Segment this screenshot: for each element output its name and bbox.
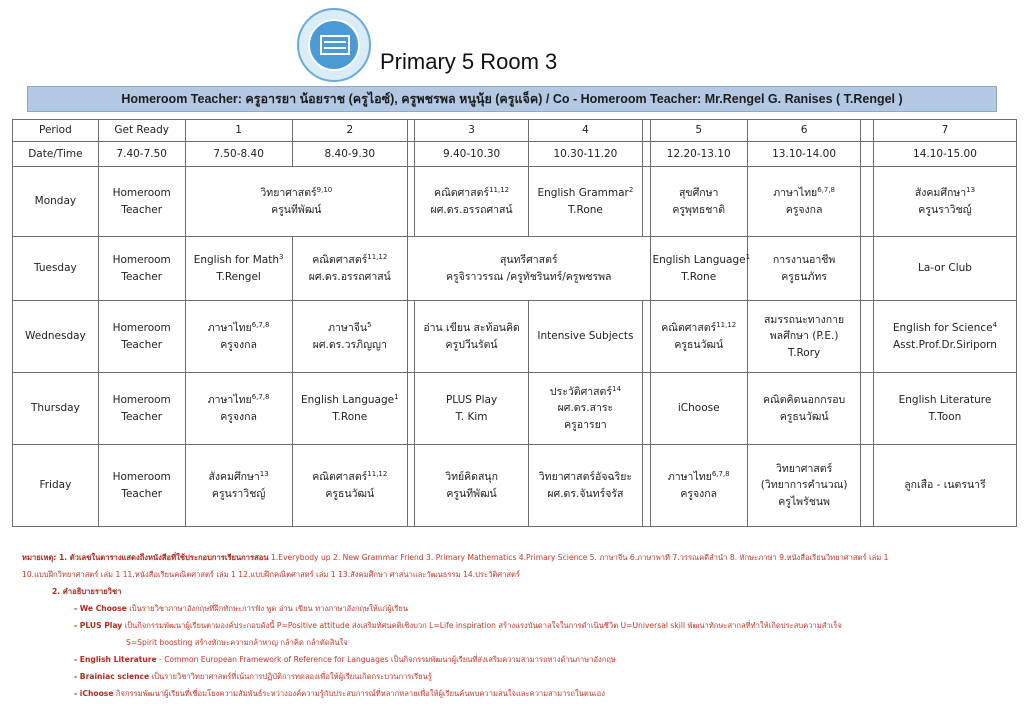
time-5: 12.20-13.10 [650,142,747,167]
schedule-row-wednesday [13,301,1017,373]
class-cell: Intensive Subjects [528,301,642,373]
class-cell: iChoose [650,373,747,445]
lunch-gap [643,142,650,167]
class-cell: ลูกเสือ - เนตรนารี [873,445,1016,527]
day-label: Tuesday [13,237,99,301]
schedule-row-tuesday [13,237,1017,301]
class-cell: English Literature T.Toon [873,373,1016,445]
note-english-literature: - English Literature - Common European Framework of Reference for Languages เป็นกิจกรรมพัฒนาผู้เรียนที่ส่งเสริมความสามารถทางด้านภาษาอังกฤษ [74,655,616,664]
break-gap [408,142,415,167]
notes-desc-heading: 2. คำอธิบายรายวิชา [52,587,122,596]
day-label: Friday [13,445,99,527]
time-1: 7.50-8.40 [185,142,292,167]
day-label: Wednesday [13,301,99,373]
time-4: 10.30-11.20 [528,142,642,167]
homeroom-cell: Homeroom Teacher [98,237,185,301]
homeroom-cell: Homeroom Teacher [98,167,185,237]
period-7: 7 [873,120,1016,142]
class-cell: สังคมศึกษา$^{13}$ ครูนราวิชญ์ [873,167,1016,237]
day-label: Thursday [13,373,99,445]
note-plus-play-cont: S=Spirit boosting สร้างทักษะความกล้าหาญ กล้าคิด กล้าตัดสินใจ [126,638,348,647]
period-get-ready: Get Ready [98,120,185,142]
time-header-row [13,142,1017,167]
school-logo [297,8,371,82]
page-title: Primary 5 Room 3 [380,49,558,74]
class-cell: ภาษาไทย$^{6,7,8}$ ครูจงกล [185,373,292,445]
time-7: 14.10-15.00 [873,142,1016,167]
class-cell: English Language$^1$ T.Rone [292,373,407,445]
class-cell: วิทยาศาสตร์อัจฉริยะ ผศ.ดร.จันทร์จรัส [528,445,642,527]
period-header-row [13,120,1017,142]
notes-books-line-1: หมายเหตุ: 1. ตัวเลขในตารางแสดงถึงหนังสือที่ใช้ประกอบการเรียนการสอน 1.Everybody up 2. New Grammar Friend 3. Primary Mathematics 4.Primary Science 5. ภาษาจีน 6.ภาษาพาที 7.วรรณคดีลำนำ 8. ทักษะภาษา 9.หนังสือเรียนวิทยาศาสตร์ เล่ม 1 [22,553,889,562]
class-cell: English Grammar$^2$ T.Rone [528,167,642,237]
time-3: 9.40-10.30 [415,142,528,167]
note-brainiac-science: - Brainiac science เป็นรายวิชาวิทยาศาสตร์ที่เน้นการปฏิบัติการทดลองเพื่อให้ผู้เรียนเกิดกระบวนการเรียนรู้ [74,672,432,681]
period-6: 6 [747,120,860,142]
homeroom-cell: Homeroom Teacher [98,373,185,445]
class-cell: คณิตศาสตร์$^{11,12}$ ผศ.ดร.อรรถศาสน์ [292,237,407,301]
note-we-choose: - We Choose เป็นรายวิชาภาษาอังกฤษที่ฝึกทักษะการฟัง พูด อ่าน เขียน ทางภาษาอังกฤษให้แก่ผู้เรียน [74,604,409,613]
class-cell: English for Science$^4$ Asst.Prof.Dr.Siriporn [873,301,1016,373]
time-2: 8.40-9.30 [292,142,407,167]
period-2: 2 [292,120,407,142]
break-gap [861,120,874,142]
class-cell: คณิตคิดนอกกรอบ ครูธนวัฒน์ [747,373,860,445]
class-cell: PLUS Play T. Kim [415,373,528,445]
break-gap [861,142,874,167]
class-cell: คณิตศาสตร์$^{11,12}$ ครูธนวัฒน์ [650,301,747,373]
class-cell: English for Math$^3$ T.Rengel [185,237,292,301]
class-cell: สุนทรีศาสตร์ ครูจิราวรรณ /ครูทัชรินทร์/ครูพชรพล [408,237,651,301]
class-cell: สังคมศึกษา$^{13}$ ครูนราวิชญ์ [185,445,292,527]
period-label: Period [13,120,99,142]
class-cell: สุขศึกษา ครูพุทธชาติ [650,167,747,237]
class-cell: วิทย์คิดสนุก ครูนทีพัฒน์ [415,445,528,527]
day-label: Monday [13,167,99,237]
period-5: 5 [650,120,747,142]
class-cell: วิทยาศาสตร์$^{9,10}$ ครูนทีพัฒน์ [185,167,407,237]
class-schedule-table [12,119,1017,527]
class-cell: ภาษาจีน$^5$ ผศ.ดร.วรภิญญา [292,301,407,373]
homeroom-banner: Homeroom Teacher: ครูอารยา น้อยราช (ครูไอซ์), ครูพชรพล หนูนุ้ย (ครูแจ็ค) / Co - Homeroom Teacher: Mr.Rengel G. Ranises ( T.Rengel ) [27,86,997,112]
note-plus-play: - PLUS Play เป็นกิจกรรมพัฒนาผู้เรียนตามองค์ประกอบดังนี้ P=Positive attitude ส่งเสริมทัศนคติเชิงบวก L=Life inspiration สร้างแรงบันดาลใจในการดำเนินชีวิต U=Universal skill พัฒนาทักษะสากลที่ทำให้เกิดประสบความสำเร็จ [74,621,842,630]
class-cell: La-or Club [873,237,1016,301]
class-cell: คณิตศาสตร์$^{11,12}$ ผศ.ดร.อรรถศาสน์ [415,167,528,237]
break-gap [408,120,415,142]
class-cell: English Language$^1$ T.Rone [650,237,747,301]
class-cell: อ่าน เขียน สะท้อนคิด ครูปวีนรัตน์ [415,301,528,373]
class-cell: ประวัติศาสตร์$^{14}$ ผศ.ดร.สาระ ครูอารยา [528,373,642,445]
notes-books-line-2: 10.แบบฝึกวิทยาศาสตร์ เล่ม 1 11.หนังสือเรียนคณิตศาสตร์ เล่ม 1 12.แบบฝึกคณิตศาสตร์ เล่ม 1 13.สังคมศึกษา ศาสนาและวัฒนธรรม 14.ประวัติศาสตร์ [22,570,520,579]
lunch-gap [643,120,650,142]
homeroom-cell: Homeroom Teacher [98,301,185,373]
class-cell: ภาษาไทย$^{6,7,8}$ ครูจงกล [747,167,860,237]
period-1: 1 [185,120,292,142]
class-cell: วิทยาศาสตร์ (วิทยาการคำนวณ) ครูไพรัชนพ [747,445,860,527]
schedule-row-monday [13,167,1017,237]
school-building-icon [320,35,350,55]
time-6: 13.10-14.00 [747,142,860,167]
class-cell: คณิตศาสตร์$^{11,12}$ ครูธนวัฒน์ [292,445,407,527]
datetime-label: Date/Time [13,142,99,167]
class-cell: การงานอาชีพ ครูธนภัทร [747,237,860,301]
class-cell: ภาษาไทย$^{6,7,8}$ ครูจงกล [185,301,292,373]
time-get-ready: 7.40-7.50 [98,142,185,167]
schedule-row-thursday [13,373,1017,445]
period-3: 3 [415,120,528,142]
class-cell: ภาษาไทย$^{6,7,8}$ ครูจงกล [650,445,747,527]
notes-section [22,549,1012,702]
note-ichoose: - iChoose กิจกรรมพัฒนาผู้เรียนที่เชื่อมโยงความสัมพันธ์ระหว่างองค์ความรู้กับประสบการณ์ที่หลากหลายเพื่อให้ผู้เรียนค้นพบความสนใจและความสามารถในตนเอง [74,689,605,698]
class-cell: สมรรถนะทางกาย พลศึกษา (P.E.) T.Rory [747,301,860,373]
homeroom-cell: Homeroom Teacher [98,445,185,527]
period-4: 4 [528,120,642,142]
schedule-row-friday [13,445,1017,527]
